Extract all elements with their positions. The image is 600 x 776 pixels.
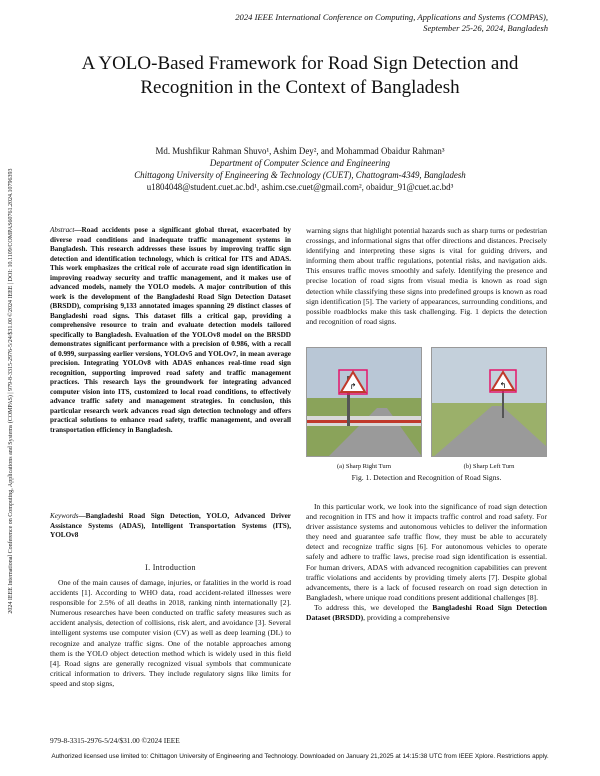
- doi-sidebar: 2024 IEEE International Conference on Computing, Applications and Systems (COMPAS) | 979-8-3315-2976-5/24/$31.00 ©2024 IEEE | DOI: 10.1109/COMPAS60761.2024.10796393: [8, 168, 14, 614]
- author-block: [60, 145, 540, 193]
- svg-text:↱: ↱: [349, 382, 357, 391]
- footer-license: Authorized licensed use limited to: Chittagon University of Engineering and Technology. Downloaded on January 21,2025 at 14:15:38 UTC from IEEE Xplore. Restrictions apply.: [51, 753, 549, 760]
- right-body-paragraph-2: [306, 603, 547, 623]
- right-column-top-paragraph: warning signs that highlight potential hazards such as sharp turns or pedestrian crossings, and informational signs that offer directions and distances. Precisely identifying and interpreting these signs is vital for guiding drivers, and informing them about traffic regulations, potential risks, and navigation aids. This ensures traffic moves smoothly and safely. Identifying the presence and precise location of road signs from visual media is known as road sign detection while classifying these signs into predefined groups is known as road sign identification [5]. The variety of appearances, surrounding conditions, and possible roadblocks make this task challenging. Fig. 1 depicts the detection and recognition of road signs.: [306, 226, 547, 326]
- abstract-lead: Abstract: [50, 226, 75, 234]
- conference-header: [148, 12, 548, 34]
- right-column-body: [306, 502, 547, 623]
- right-body-paragraph-1: In this particular work, we look into the significance of road sign detection and recognition in ITS and how it impacts traffic control and road safety. For driver assistance systems and autonomous vehicles to deliver the information they need and guarantee safe traffic flow, they must be able to accurately detect and recognize traffic signs [6]. For autonomous vehicles to operate safely and adhere to traffic laws, precise road sign identification is essential. For human drivers, ADAS with advanced recognition capabilities can prevent traffic violations and accidents by providing timely alerts [7]. Despite global advancements, there is a lack of focused research on road sign detection in Bangladesh, where unique road conditions present additional challenges [8].: [306, 502, 547, 602]
- author-university: Chittagong University of Engineering & Technology (CUET), Chattogram-4349, Bangladesh: [134, 170, 466, 180]
- figure-1: [306, 347, 547, 470]
- author-emails: u1804048@student.cuet.ac.bd¹, ashim.cse.cuet@gmail.com², obaidur_91@cuet.ac.bd³: [146, 182, 454, 192]
- footer-isbn: 979-8-3315-2976-5/24/$31.00 ©2024 IEEE: [50, 736, 180, 745]
- dataset-name: Bangladeshi Road Sign Detection Dataset (BRSDD): [306, 602, 547, 623]
- figure-caption: Fig. 1. Detection and Recognition of Road Signs.: [351, 473, 502, 482]
- intro-paragraph: One of the main causes of damage, injuries, or fatalities in the world is road accidents [1]. According to WHO data, road accident-related illnesses were responsible for 2.5% of all deaths in 2018, ranking ninth internationally [2]. Numerous researches have been conducted on traffic safety measures such as accident analysis, detection of collisions, risk alert, and avoidance [3]. Several intelligent systems use computer vision (CV) as well as deep learning (DL) to recognize and analyze traffic signs. One of the notable approaches among them is the YOLO object detection method which is widely used in this field [4]. Road signs are generally recognized visual symbols that communicate critical information to drivers. They include regulatory signs like limits for speed and stop signs,: [50, 578, 291, 688]
- figure-sublabel-a: (a) Sharp Right Turn: [337, 463, 391, 470]
- abstract: [50, 226, 291, 435]
- conference-line1: 2024 IEEE International Conference on Computing, Applications and Systems (COMPAS),: [235, 12, 548, 22]
- figure-sublabel-b: (b) Sharp Left Turn: [463, 463, 515, 470]
- right-body2-start: To address this, we developed the: [314, 602, 433, 612]
- abstract-text: —Road accidents pose a significant global threat, exacerbated by diverse road conditions and inadequate traffic management systems in Bangladesh. This research addresses these issues by improving traffic sign detection and identification technology, which is critical for ITS and ADAS. This work emphasizes the critical role of accurate road sign identification in improving roadway security and traffic management, and it makes use of advanced models, namely the YOLO models. A major contribution of this work is the development of the Bangladeshi Road Sign Detection Dataset (BRSDD), comprising 9,133 annotated images spanning 29 distinct classes of Bangladeshi road signs. This dataset fills a critical gap, providing a comprehensive resource to train and evaluate detection models tailored specifically to Bangladesh. Evaluation of the YOLOv8 model on the BRSDD demonstrates significant performance with a precision of 0.986, with a recall of 0.999, surpassing earlier versions, YOLOv5 and YOLOv7, in mean average precision. Integrating YOLOv8 with ADAS enhances real-time road sign recognition, supporting improved road safety and traffic management practices. This research lays the groundwork for integrating advanced computer vision into ITS, customized to local road conditions, to effectively advance traffic safety and management strategies. In conclusion, this particular research work advances road sign detection technology and offers practical solutions to enhance road safety, traffic management, and overall transportation efficiency in Bangladesh.: [50, 226, 291, 434]
- right-body2-end: , providing a comprehensive: [363, 613, 450, 623]
- keywords: [50, 512, 291, 541]
- conference-line2: September 25-26, 2024, Bangladesh: [423, 23, 548, 33]
- figure-photo-a: [306, 347, 422, 457]
- keywords-lead: Keywords: [50, 512, 79, 520]
- svg-text:↰: ↰: [499, 381, 507, 390]
- author-names: Md. Mushfikur Rahman Shuvo¹, Ashim Dey², and Mohammad Obaidur Rahman³: [155, 146, 445, 156]
- keywords-text: —Bangladeshi Road Sign Detection, YOLO, Advanced Driver Assistance Systems (ADAS), Intelligent Transportation Systems (ITS), YOLOv8: [50, 512, 291, 539]
- author-department: Department of Computer Science and Engineering: [209, 158, 391, 168]
- paper-title: A YOLO-Based Framework for Road Sign Detection and Recognition in the Context of Bangladesh: [81, 53, 519, 98]
- figure-photo-b: [431, 347, 547, 457]
- section-heading-introduction: I. Introduction: [145, 563, 196, 572]
